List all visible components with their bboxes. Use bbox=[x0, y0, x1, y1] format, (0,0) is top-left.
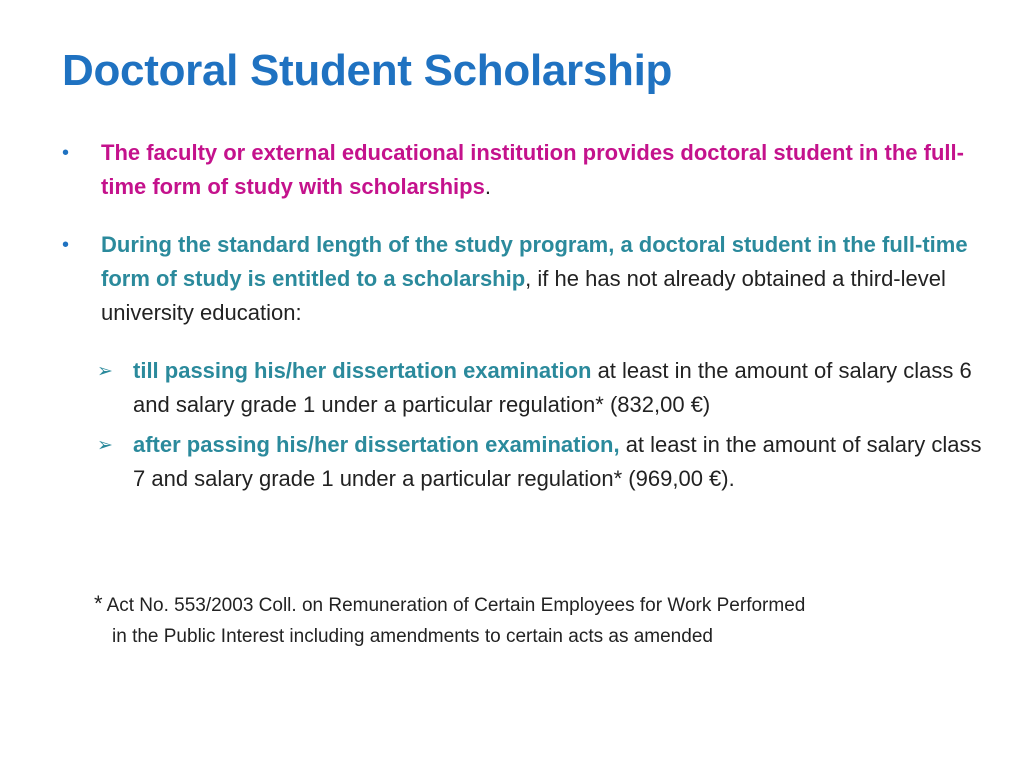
arrow-bullet-icon: ➢ bbox=[97, 361, 113, 382]
sub-bullet-before-exam bbox=[97, 354, 997, 422]
sub-bullet-highlight: till passing his/her dissertation examination bbox=[133, 358, 592, 383]
sub-bullet-highlight: after passing his/her dissertation examination, bbox=[133, 432, 620, 457]
slide-title: Doctoral Student Scholarship bbox=[62, 46, 673, 95]
bullet-rest: . bbox=[484, 174, 491, 199]
bullet-dot-icon: • bbox=[62, 234, 70, 256]
footnote-line-2: in the Public Interest including amendments to certain acts as amended bbox=[112, 626, 713, 647]
bullet-dot-icon: • bbox=[62, 142, 70, 164]
bullet-text bbox=[101, 228, 992, 330]
bullet-rest: , if he has not already obtained a third-level university education: bbox=[101, 266, 946, 325]
bullet-scholarship-provision bbox=[62, 136, 992, 204]
sub-bullet-rest: at least in the amount of salary class 7 and salary grade 1 under a particular regulation* (969,00 €). bbox=[133, 432, 982, 491]
sub-bullet-text bbox=[133, 354, 997, 422]
footnote bbox=[94, 588, 994, 652]
bullet-scholarship-entitlement bbox=[62, 228, 992, 330]
bullet-highlight: The faculty or external educational institution provides doctoral student in the full-time form of study with scholarships bbox=[101, 140, 964, 199]
sub-bullet-rest: at least in the amount of salary class 6 and salary grade 1 under a particular regulation* (832,00 €) bbox=[133, 358, 972, 417]
sub-bullet-after-exam bbox=[97, 428, 997, 496]
sub-bullet-text bbox=[133, 428, 997, 496]
bullet-text bbox=[101, 136, 992, 204]
footnote-star: * bbox=[94, 591, 103, 616]
bullet-highlight: During the standard length of the study program, a doctoral student in the full-time form of study is entitled to a scholarship bbox=[101, 232, 968, 291]
arrow-bullet-icon: ➢ bbox=[97, 435, 113, 456]
footnote-line-1: Act No. 553/2003 Coll. on Remuneration of Certain Employees for Work Performed bbox=[106, 595, 806, 616]
